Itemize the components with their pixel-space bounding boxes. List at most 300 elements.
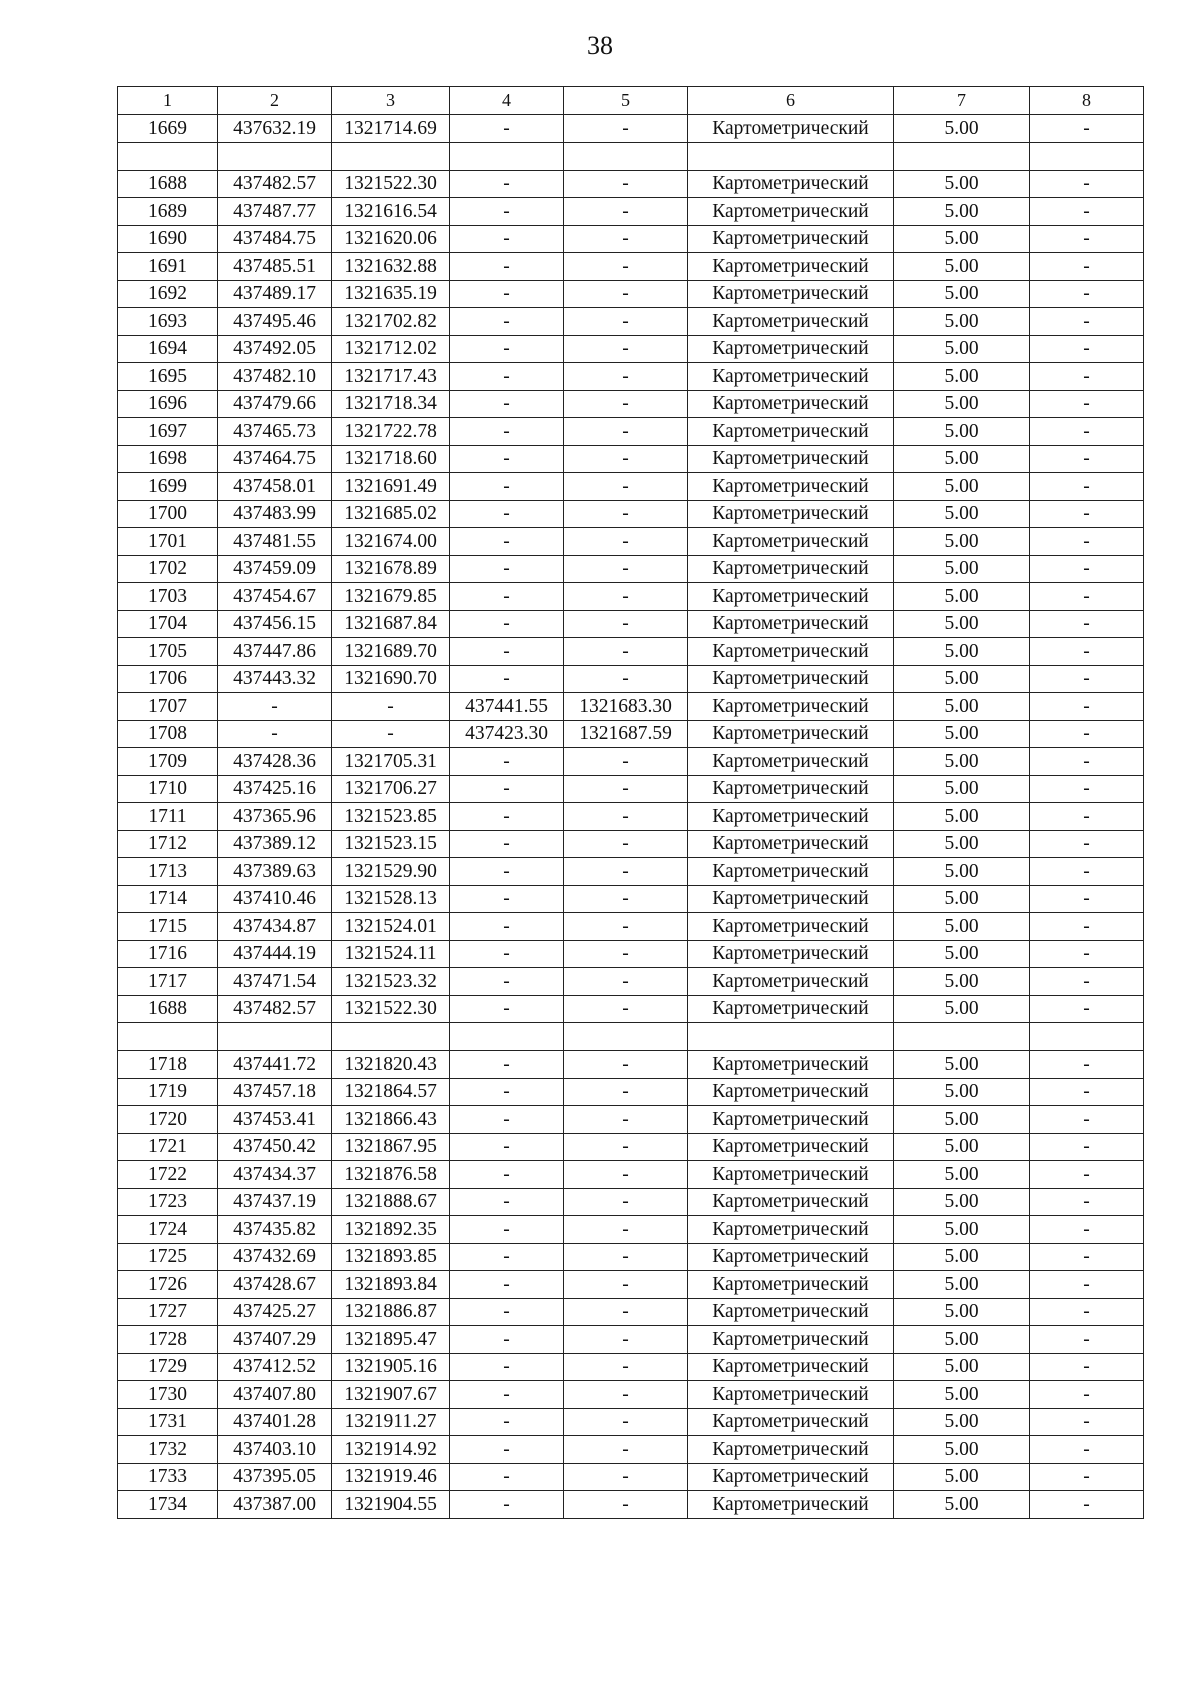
table-cell: 5.00 [894,913,1030,941]
table-cell: - [564,1298,688,1326]
table-cell: - [1030,308,1144,336]
table-cell: 1697 [118,418,218,446]
table-cell: 437479.66 [218,390,332,418]
table-cell [688,142,894,170]
table-cell: - [564,665,688,693]
table-cell: Картометрический [688,995,894,1023]
table-cell: - [450,115,564,143]
table-cell: - [450,830,564,858]
table-cell: - [450,1408,564,1436]
table-cell: Картометрический [688,418,894,446]
table-cell: Картометрический [688,830,894,858]
coordinates-table-container [117,86,1144,1519]
table-cell: 1321911.27 [332,1408,450,1436]
table-cell: - [450,665,564,693]
table-cell: 1732 [118,1436,218,1464]
table-cell: 1696 [118,390,218,418]
table-cell: 1698 [118,445,218,473]
table-cell: Картометрический [688,693,894,721]
table-cell: 1720 [118,1106,218,1134]
table-cell: 1321524.11 [332,940,450,968]
table-cell: - [564,1408,688,1436]
table-row [118,1243,1144,1271]
table-cell: 437482.57 [218,995,332,1023]
table-cell: 5.00 [894,748,1030,776]
table-row [118,170,1144,198]
table-cell: - [1030,1381,1144,1409]
table-cell: 437458.01 [218,473,332,501]
table-cell: 1715 [118,913,218,941]
table-cell: 5.00 [894,1216,1030,1244]
table-row [118,473,1144,501]
table-cell: 437365.96 [218,803,332,831]
table-cell: 5.00 [894,968,1030,996]
table-cell: Картометрический [688,1216,894,1244]
table-cell: - [564,610,688,638]
table-cell: - [450,1298,564,1326]
table-cell: - [564,748,688,776]
table-cell: - [564,280,688,308]
table-cell: 437487.77 [218,198,332,226]
table-cell: Картометрический [688,253,894,281]
table-cell: 437456.15 [218,610,332,638]
table-cell: 5.00 [894,445,1030,473]
table-cell: - [564,308,688,336]
table-row [118,1353,1144,1381]
table-cell: 5.00 [894,1436,1030,1464]
table-cell: 437632.19 [218,115,332,143]
table-row [118,638,1144,666]
table-cell: - [450,225,564,253]
table-cell: - [564,858,688,886]
table-row [118,555,1144,583]
table-cell: 1321522.30 [332,995,450,1023]
table-cell: 1721 [118,1133,218,1161]
table-cell: - [1030,968,1144,996]
table-cell: 1321523.15 [332,830,450,858]
table-row [118,1298,1144,1326]
table-cell: 5.00 [894,1078,1030,1106]
table-cell: Картометрический [688,1298,894,1326]
page-number: 38 [587,31,613,60]
table-cell: - [1030,1491,1144,1519]
table-cell: 1693 [118,308,218,336]
table-cell: 1321722.78 [332,418,450,446]
table-cell: 5.00 [894,885,1030,913]
table-cell: 5.00 [894,555,1030,583]
table-row [118,803,1144,831]
table-cell [894,1023,1030,1051]
table-cell: - [1030,583,1144,611]
table-cell: 5.00 [894,1243,1030,1271]
column-header: 4 [450,87,564,115]
table-cell: 5.00 [894,1051,1030,1079]
table-cell [1030,1023,1144,1051]
table-cell: 1321892.35 [332,1216,450,1244]
table-cell [894,142,1030,170]
table-cell: 437407.80 [218,1381,332,1409]
table-cell: - [450,1271,564,1299]
table-cell: 1701 [118,528,218,556]
table-cell: Картометрический [688,1106,894,1134]
table-row [118,830,1144,858]
table-row [118,693,1144,721]
table-cell: - [1030,638,1144,666]
table-cell: 1729 [118,1353,218,1381]
table-cell: - [564,335,688,363]
table-cell: - [1030,500,1144,528]
table-cell: 1722 [118,1161,218,1189]
table-row [118,583,1144,611]
table-cell: - [450,775,564,803]
table-cell: 1321895.47 [332,1326,450,1354]
table-cell: 1703 [118,583,218,611]
table-cell: 1713 [118,858,218,886]
table-cell: 437482.10 [218,363,332,391]
table-cell: - [1030,775,1144,803]
table-header-row [118,87,1144,115]
table-cell: - [1030,1326,1144,1354]
table-cell: 5.00 [894,1326,1030,1354]
table-cell: Картометрический [688,1381,894,1409]
table-cell: Картометрический [688,390,894,418]
table-cell: 1709 [118,748,218,776]
table-row [118,1408,1144,1436]
table-row [118,720,1144,748]
table-cell: 5.00 [894,170,1030,198]
table-cell: 437464.75 [218,445,332,473]
table-cell: 437389.12 [218,830,332,858]
table-cell: 1726 [118,1271,218,1299]
table-row [118,858,1144,886]
table-cell: - [450,858,564,886]
table-cell: 1321866.43 [332,1106,450,1134]
table-cell: - [332,720,450,748]
table-cell: 1321691.49 [332,473,450,501]
table-row [118,363,1144,391]
table-cell: Картометрический [688,720,894,748]
table-cell: - [450,803,564,831]
table-cell: 5.00 [894,1381,1030,1409]
column-header: 6 [688,87,894,115]
table-cell: Картометрический [688,198,894,226]
table-cell: - [450,940,564,968]
table-row [118,1491,1144,1519]
table-cell: - [1030,555,1144,583]
table-cell: 5.00 [894,858,1030,886]
table-cell: Картометрический [688,803,894,831]
table-cell: 1731 [118,1408,218,1436]
table-cell: 1692 [118,280,218,308]
table-cell: 5.00 [894,198,1030,226]
table-cell: 437484.75 [218,225,332,253]
table-row [118,528,1144,556]
table-cell: - [450,1243,564,1271]
table-cell: 1321893.84 [332,1271,450,1299]
table-cell: - [564,555,688,583]
table-cell [688,1023,894,1051]
table-cell: Картометрический [688,913,894,941]
table-cell: Картометрический [688,335,894,363]
table-cell: 5.00 [894,528,1030,556]
table-cell: - [1030,748,1144,776]
table-cell: 437423.30 [450,720,564,748]
table-cell: - [450,1463,564,1491]
table-cell: 1321905.16 [332,1353,450,1381]
table-cell: - [450,1381,564,1409]
table-cell: - [564,170,688,198]
table-row [118,418,1144,446]
table-row [118,198,1144,226]
table-cell: Картометрический [688,1051,894,1079]
table-cell: - [564,1051,688,1079]
table-cell: - [450,748,564,776]
table-row [118,610,1144,638]
table-cell: - [1030,665,1144,693]
table-cell: 1695 [118,363,218,391]
table-cell: - [1030,1051,1144,1079]
table-cell: 1706 [118,665,218,693]
table-cell: 1321705.31 [332,748,450,776]
table-cell: Картометрический [688,528,894,556]
table-cell: - [218,720,332,748]
table-cell: 5.00 [894,280,1030,308]
table-cell: - [1030,1408,1144,1436]
table-cell: 1699 [118,473,218,501]
table-cell: 437412.52 [218,1353,332,1381]
table-cell: - [1030,693,1144,721]
table-cell: 1690 [118,225,218,253]
table-cell: 1321683.30 [564,693,688,721]
table-cell: - [564,1106,688,1134]
table-cell: - [1030,940,1144,968]
column-header: 7 [894,87,1030,115]
table-cell: - [564,913,688,941]
table-cell: 1707 [118,693,218,721]
table-cell: - [450,390,564,418]
table-cell: - [1030,253,1144,281]
table-cell: 5.00 [894,610,1030,638]
table-cell: 437425.16 [218,775,332,803]
table-cell: - [1030,720,1144,748]
table-cell: 437437.19 [218,1188,332,1216]
table-cell [118,142,218,170]
table-cell: Картометрический [688,1078,894,1106]
table-cell: 1688 [118,995,218,1023]
table-cell [450,142,564,170]
column-header: 1 [118,87,218,115]
table-row [118,940,1144,968]
table-cell: 437485.51 [218,253,332,281]
table-cell: - [450,885,564,913]
table-row [118,1463,1144,1491]
table-row [118,335,1144,363]
table-cell: - [564,1188,688,1216]
table-cell: 437407.29 [218,1326,332,1354]
table-cell: - [564,473,688,501]
table-cell: - [564,1161,688,1189]
table-cell: 5.00 [894,775,1030,803]
table-cell: 1734 [118,1491,218,1519]
table-cell: - [1030,1353,1144,1381]
table-cell: - [1030,280,1144,308]
table-cell: 1321690.70 [332,665,450,693]
table-cell: 1321678.89 [332,555,450,583]
table-cell: Картометрический [688,1326,894,1354]
table-cell: 1321706.27 [332,775,450,803]
table-cell: 5.00 [894,390,1030,418]
table-cell: Картометрический [688,308,894,336]
table-cell: 437444.19 [218,940,332,968]
table-cell: 1321714.69 [332,115,450,143]
table-cell: 437482.57 [218,170,332,198]
table-cell: - [450,473,564,501]
table-row [118,500,1144,528]
table-cell: - [564,418,688,446]
table-row [118,1188,1144,1216]
table-row [118,253,1144,281]
table-row [118,1051,1144,1079]
table-cell: 437428.36 [218,748,332,776]
table-cell: 437483.99 [218,500,332,528]
table-cell: 437434.87 [218,913,332,941]
table-cell: - [450,308,564,336]
table-cell: - [1030,445,1144,473]
table-cell: 1321523.85 [332,803,450,831]
table-cell: Картометрический [688,1188,894,1216]
table-row [118,748,1144,776]
table-cell: - [1030,115,1144,143]
table-cell: - [1030,913,1144,941]
table-cell: Картометрический [688,940,894,968]
table-cell: - [1030,1271,1144,1299]
table-cell: - [1030,335,1144,363]
table-cell: 1689 [118,198,218,226]
table-cell: Картометрический [688,665,894,693]
table-cell: 5.00 [894,1298,1030,1326]
table-cell [218,1023,332,1051]
table-cell: - [564,363,688,391]
table-cell: - [450,1106,564,1134]
table-cell: - [564,1133,688,1161]
table-cell: 437389.63 [218,858,332,886]
table-cell [1030,142,1144,170]
table-cell: 1321522.30 [332,170,450,198]
table-cell: Картометрический [688,1353,894,1381]
table-row [118,1271,1144,1299]
table-cell: - [450,968,564,996]
table-cell: - [564,775,688,803]
table-cell: 437481.55 [218,528,332,556]
table-cell: - [1030,1133,1144,1161]
table-cell: - [1030,830,1144,858]
table-cell: 5.00 [894,473,1030,501]
table-cell: 5.00 [894,1353,1030,1381]
table-row [118,885,1144,913]
table-cell: - [1030,1463,1144,1491]
table-cell: - [450,638,564,666]
table-row [118,1106,1144,1134]
table-cell: - [564,803,688,831]
table-cell: 1321685.02 [332,500,450,528]
table-cell: - [564,500,688,528]
table-cell: - [450,1216,564,1244]
table-cell: 5.00 [894,665,1030,693]
table-cell: Картометрический [688,1243,894,1271]
table-cell: 1688 [118,170,218,198]
table-cell: 437441.72 [218,1051,332,1079]
table-cell: 437395.05 [218,1463,332,1491]
table-cell: - [450,445,564,473]
table-cell: 1710 [118,775,218,803]
table-cell: 1727 [118,1298,218,1326]
column-header: 8 [1030,87,1144,115]
table-cell: 5.00 [894,1106,1030,1134]
table-cell: - [564,1271,688,1299]
table-cell: 1321919.46 [332,1463,450,1491]
table-cell: 5.00 [894,253,1030,281]
table-cell: 5.00 [894,830,1030,858]
table-cell: 1321524.01 [332,913,450,941]
table-cell: 437457.18 [218,1078,332,1106]
table-cell: - [564,1353,688,1381]
table-cell: Картометрический [688,1491,894,1519]
table-cell: - [564,885,688,913]
table-cell: Картометрический [688,445,894,473]
table-cell: Картометрический [688,748,894,776]
table-cell: 1730 [118,1381,218,1409]
table-cell: 1718 [118,1051,218,1079]
table-cell: - [450,363,564,391]
column-header: 5 [564,87,688,115]
table-cell: - [564,995,688,1023]
table-cell: 5.00 [894,335,1030,363]
table-cell: - [450,1436,564,1464]
table-cell: - [564,830,688,858]
table-cell: 1321687.84 [332,610,450,638]
table-cell [450,1023,564,1051]
table-cell: 1321687.59 [564,720,688,748]
table-cell: 5.00 [894,115,1030,143]
table-cell: Картометрический [688,1463,894,1491]
table-cell: - [450,418,564,446]
table-cell: 437447.86 [218,638,332,666]
table-cell: 5.00 [894,638,1030,666]
table-row [118,1078,1144,1106]
table-cell: 5.00 [894,225,1030,253]
table-cell: 1694 [118,335,218,363]
table-cell: - [450,913,564,941]
table-cell: 437459.09 [218,555,332,583]
table-row [118,225,1144,253]
table-cell: 1321635.19 [332,280,450,308]
table-row [118,1133,1144,1161]
table-cell: 1702 [118,555,218,583]
table-cell: - [1030,363,1144,391]
table-cell: - [1030,198,1144,226]
table-cell: 1321679.85 [332,583,450,611]
table-cell: - [564,1436,688,1464]
table-cell: 1321632.88 [332,253,450,281]
table-cell: Картометрический [688,1436,894,1464]
table-cell [118,1023,218,1051]
table-cell: - [450,583,564,611]
table-cell: Картометрический [688,858,894,886]
table-cell: - [1030,473,1144,501]
table-cell: 437454.67 [218,583,332,611]
table-cell: Картометрический [688,1271,894,1299]
table-cell: 1321528.13 [332,885,450,913]
